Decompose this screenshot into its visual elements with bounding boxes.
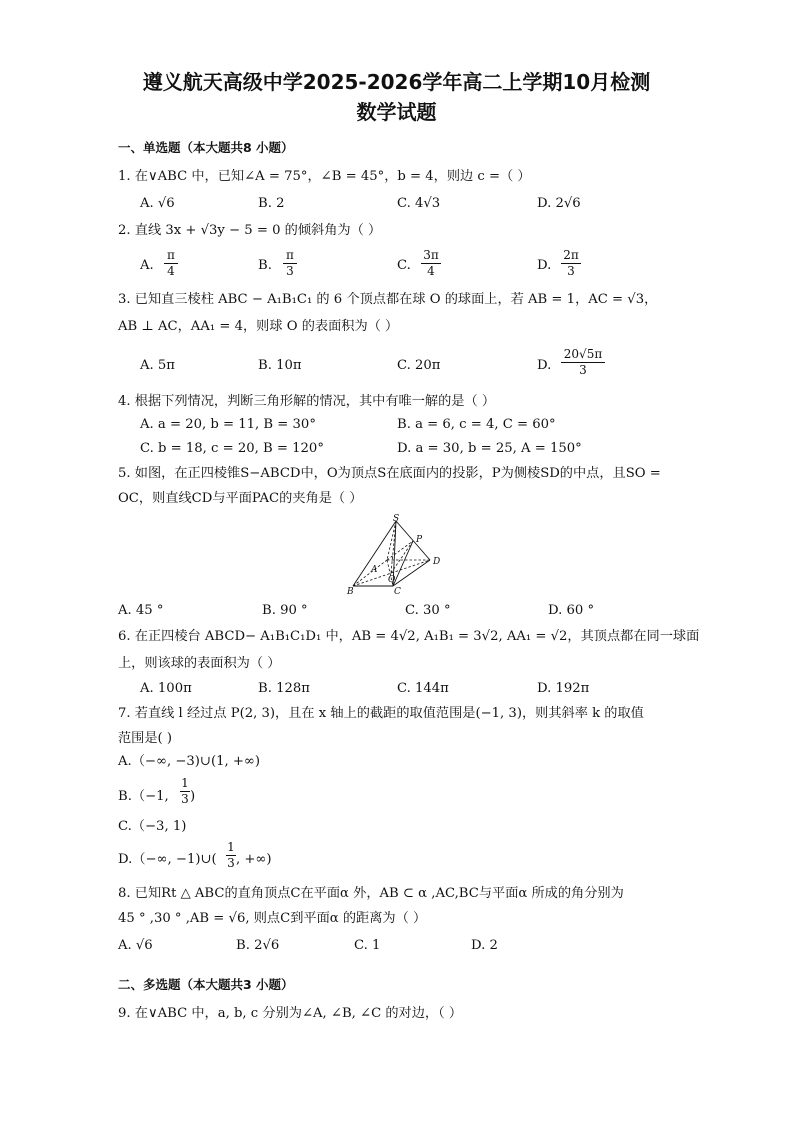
q2-option-c-label: C.	[397, 258, 411, 273]
fraction-denominator: 4	[167, 264, 175, 278]
fraction-denominator: 4	[427, 264, 435, 278]
question-6-line-2: 上，则该球的表面积为（ ）	[118, 656, 281, 671]
q5-option-d: D. 60 °	[548, 603, 595, 618]
q7-option-b-fraction	[180, 777, 190, 806]
question-7-line-2: 范围是( )	[118, 731, 173, 746]
fraction-denominator: 3	[286, 264, 294, 278]
q1-option-a: A. √6	[140, 196, 175, 211]
fraction-numerator: 2π	[563, 248, 579, 262]
q7-option-b-prefix: B.（−1,	[118, 789, 169, 804]
q2-option-b-label: B.	[258, 258, 272, 273]
q4-option-d: D. a = 30, b = 25, A = 150°	[397, 441, 582, 456]
q8-option-c: C. 1	[354, 938, 381, 953]
question-1-stem: 1. 在∨ABC 中，已知∠A = 75°，∠B = 45°，b = 4，则边 c =（ ）	[118, 169, 531, 184]
q4-option-b: B. a = 6, c = 4, C = 60°	[397, 417, 556, 432]
edge-sd	[396, 521, 430, 560]
q3-option-a: A. 5π	[140, 358, 175, 373]
fraction-denominator: 3	[227, 856, 235, 870]
question-8-line-1: 8. 已知Rt △ ABC的直角顶点C在平面α 外，AB ⊂ α ,AC,BC与平面α 所成的角分别为	[118, 886, 624, 901]
q3-option-d-label: D.	[537, 358, 552, 373]
fraction-denominator: 3	[567, 264, 575, 278]
q3-option-c: C. 20π	[397, 358, 441, 373]
fraction-numerator: 3π	[423, 248, 439, 262]
label-d: D	[433, 557, 441, 567]
q5-option-a: A. 45 °	[118, 603, 164, 618]
label-p: P	[416, 535, 423, 545]
q5-option-c: C. 30 °	[405, 603, 451, 618]
pyramid-figure	[340, 514, 450, 596]
q4-option-c: C. b = 18, c = 20, B = 120°	[140, 441, 324, 456]
question-6-line-1: 6. 在正四棱台 ABCD− A₁B₁C₁D₁ 中，AB = 4√2, A₁B₁ = 3√2, AA₁ = √2，其顶点都在同一球面	[118, 629, 700, 644]
q3-option-b: B. 10π	[258, 358, 302, 373]
fraction-numerator: 20√5π	[563, 347, 603, 361]
question-8-line-2: 45 ° ,30 ° ,AB = √6, 则点C到平面α 的距离为（ ）	[118, 911, 427, 926]
q3-option-d-fraction	[561, 348, 605, 377]
q1-option-c: C. 4√3	[397, 196, 441, 211]
label-c: C	[394, 587, 401, 596]
q6-option-c: C. 144π	[397, 681, 449, 696]
section-heading-multiple-choice: 二、多选题（本大题共3 小题）	[118, 977, 294, 992]
label-a: A	[371, 565, 378, 575]
q2-option-c-fraction	[421, 249, 441, 278]
label-b: B	[347, 587, 354, 596]
question-5-line-2: OC，则直线CD与平面PAC的夹角是（ ）	[118, 491, 363, 506]
q2-option-a-fraction	[164, 249, 178, 278]
fraction-numerator: π	[167, 248, 175, 262]
q2-option-b-fraction	[283, 249, 297, 278]
q1-option-d: D. 2√6	[537, 196, 581, 211]
edge-ab-hidden	[353, 560, 387, 586]
q7-option-d-fraction	[226, 841, 236, 870]
q8-option-a: A. √6	[118, 938, 153, 953]
fraction-numerator: 1	[181, 776, 189, 790]
question-9-stem: 9. 在∨ABC 中，a, b, c 分别为∠A, ∠B, ∠C 的对边，（ ）	[118, 1006, 463, 1021]
q2-option-d-fraction	[561, 249, 581, 278]
q2-option-a-label: A.	[140, 258, 154, 273]
exam-title: 遵义航天高级中学2025-2026学年高二上学期10月检测	[142, 70, 651, 94]
fraction-numerator: π	[286, 248, 294, 262]
q6-option-b: B. 128π	[258, 681, 310, 696]
q1-option-b: B. 2	[258, 196, 285, 211]
q7-option-b-suffix: )	[190, 789, 196, 804]
label-s: S	[393, 514, 400, 524]
q7-option-d-suffix: , +∞)	[236, 852, 272, 867]
q8-option-d: D. 2	[471, 938, 498, 953]
question-2-stem: 2. 直线 3x + √3y − 5 = 0 的倾斜角为（ ）	[118, 223, 382, 238]
q6-option-a: A. 100π	[140, 681, 192, 696]
question-3-line-1: 3. 已知直三棱柱 ABC − A₁B₁C₁ 的 6 个顶点都在球 O 的球面上，若 AB = 1，AC = √3，	[118, 292, 658, 307]
q6-option-d: D. 192π	[537, 681, 590, 696]
section-heading-single-choice: 一、单选题（本大题共8 小题）	[118, 140, 294, 155]
q2-option-d-label: D.	[537, 258, 552, 273]
question-5-line-1: 5. 如图，在正四棱锥S−ABCD中，O为顶点S在底面内的投影，P为侧棱SD的中点，且SO =	[118, 466, 661, 481]
fraction-denominator: 3	[181, 792, 189, 806]
question-3-line-2: AB ⊥ AC，AA₁ = 4，则球 O 的表面积为（ ）	[118, 319, 399, 334]
q7-option-a: A.（−∞, −3)∪(1, +∞)	[118, 754, 261, 769]
q4-option-a: A. a = 20, b = 11, B = 30°	[140, 417, 316, 432]
fraction-denominator: 3	[579, 363, 587, 377]
question-4-stem: 4. 根据下列情况，判断三角形解的情况，其中有唯一解的是（ ）	[118, 394, 496, 409]
exam-subtitle: 数学试题	[356, 100, 437, 124]
q8-option-b: B. 2√6	[236, 938, 280, 953]
q7-option-c: C.（−3, 1)	[118, 819, 187, 834]
q7-option-d-prefix: D.（−∞, −1)∪(	[118, 852, 217, 867]
question-7-line-1: 7. 若直线 l 经过点 P(2, 3)，且在 x 轴上的截距的取值范围是(−1, 3)，则其斜率 k 的取值	[118, 706, 644, 721]
label-o: O	[388, 575, 396, 585]
q5-option-b: B. 90 °	[262, 603, 308, 618]
fraction-numerator: 1	[227, 840, 235, 854]
